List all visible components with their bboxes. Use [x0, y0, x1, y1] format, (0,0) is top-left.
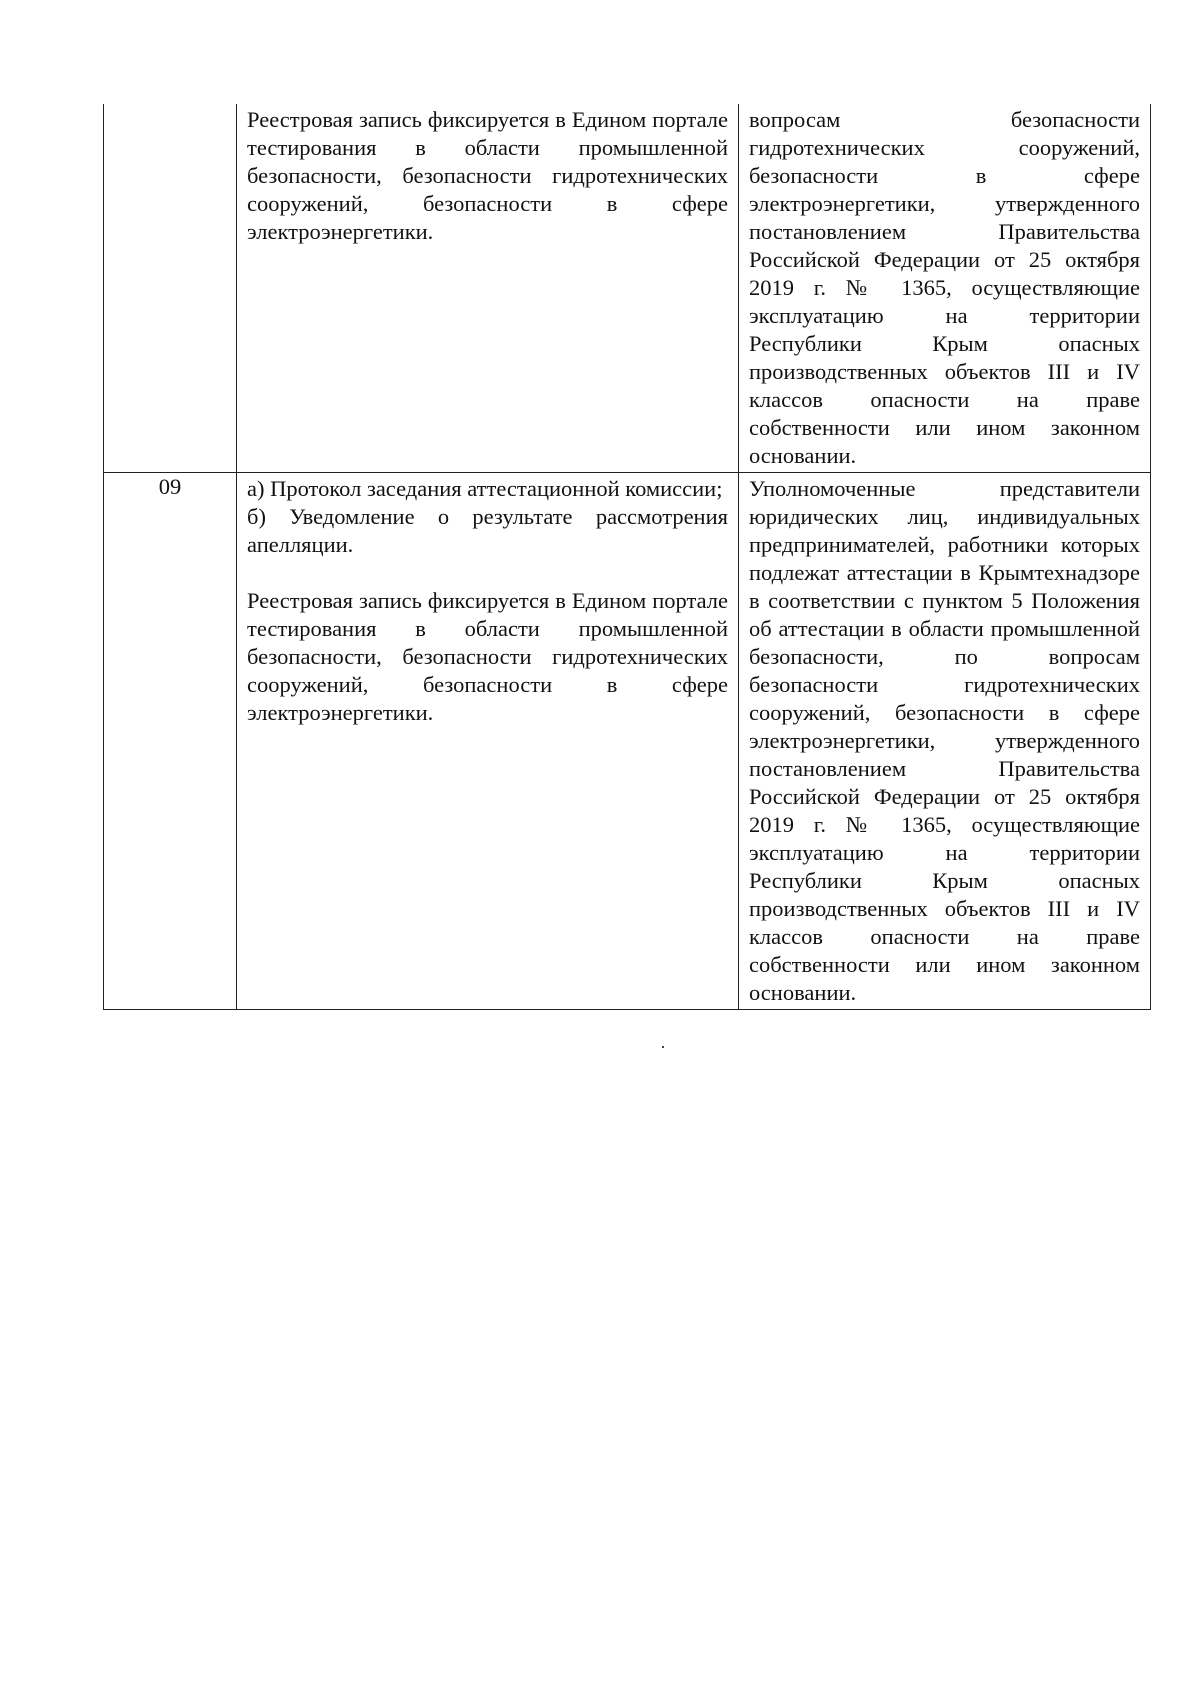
- documents-paragraph: б) Уведомление о результате рассмотрения апелляции.: [247, 504, 728, 557]
- row-number-cell: [104, 104, 237, 473]
- scan-speck: [662, 1046, 664, 1048]
- document-table: [103, 104, 1151, 1010]
- documents-paragraph: Реестровая запись фиксируется в Едином портале тестирования в области промышленной безопасности, безопасности гидротехнических сооружений, безопасности в сфере электроэнергетики.: [247, 107, 728, 244]
- row-number-cell: 09: [104, 473, 237, 1010]
- recipients-cell: вопросам безопасности гидротехнических сооружений, безопасности в сфере электроэнергетики, утвержденного постановлением Правительства Российской Федерации от 25 октября 2019 г. № 1365, осуществляющие эксплуатацию на территории Республики Крым опасных производственных объектов III и IV классов опасности на праве собственности или ином законном основании.: [739, 104, 1151, 473]
- table-row: [104, 473, 1151, 1010]
- documents-cell: [237, 473, 739, 1010]
- documents-cell: [237, 104, 739, 473]
- documents-paragraph: а) Протокол заседания аттестационной комиссии;: [247, 476, 723, 501]
- recipients-cell: Уполномоченные представители юридических лиц, индивидуальных предпринимателей, работники которых подлежат аттестации в Крымтехнадзоре в соответствии с пунктом 5 Положения об аттестации в области промышленной безопасности, по вопросам безопасности гидротехнических сооружений, безопасности в сфере электроэнергетики, утвержденного постановлением Правительства Российской Федерации от 25 октября 2019 г. № 1365, осуществляющие эксплуатацию на территории Республики Крым опасных производственных объектов III и IV классов опасности на праве собственности или ином законном основании.: [739, 473, 1151, 1010]
- documents-paragraph: Реестровая запись фиксируется в Едином портале тестирования в области промышленной безопасности, безопасности гидротехнических сооружений, безопасности в сфере электроэнергетики.: [247, 588, 728, 725]
- table-row: [104, 104, 1151, 473]
